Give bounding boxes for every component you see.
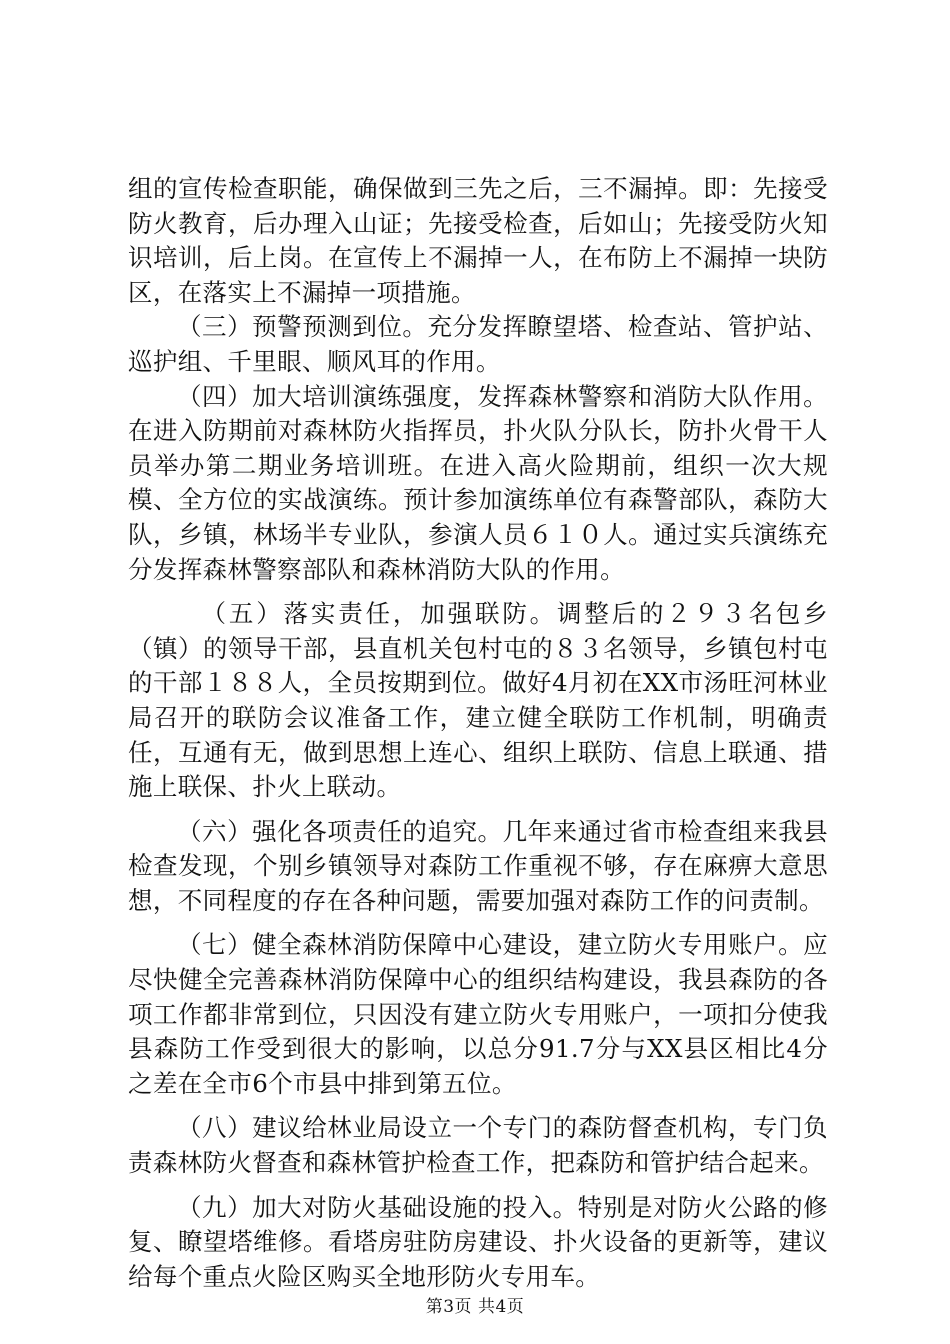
paragraph-section-4: （四）加大培训演练强度，发挥森林警察和消防大队作用。在进入防期前对森林防火指挥员，扑火队分队长，防扑火骨干人员举办第二期业务培训班。在进入高火险期前，组织一次大规模、全方位的实战演练。预计参加演练单位有森警部队，森防大队，乡镇，林场半专业队，参演人员６１０人。通过实兵演练充分发挥森林警察部队和森林消防大队的作用。: [128, 381, 828, 584]
paragraph-section-9: （九）加大对防火基础设施的投入。特别是对防火公路的修复、瞭望塔维修。看塔房驻防房建设、扑火设备的更新等，建议给每个重点火险区购买全地形防火专用车。: [128, 1192, 828, 1291]
page-footer: 第3页 共4页: [425, 1297, 525, 1317]
paragraph-section-3: （三）预警预测到位。充分发挥瞭望塔、检查站、管护站、巡护组、千里眼、顺风耳的作用。: [128, 312, 828, 376]
paragraph-continuation: 组的宣传检查职能，确保做到三先之后，三不漏掉。即：先接受防火教育，后办理入山证；先接受检查，后如山；先接受防火知识培训，后上岗。在宣传上不漏掉一人，在布防上不漏掉一块防区，在落实上不漏掉一项措施。: [128, 174, 828, 307]
paragraph-section-5: （五）落实责任，加强联防。调整后的２９３名包乡（镇）的领导干部，县直机关包村屯的８３名领导，乡镇包村屯的干部１８８人，全员按期到位。做好4月初在XX市汤旺河林业局召开的联防会议准备工作，建立健全联防工作机制，明确责任，互通有无，做到思想上连心、组织上联防、信息上联通、措施上联保、扑火上联动。: [128, 599, 828, 802]
document-body: [128, 172, 828, 1294]
paragraph-section-7: （七）健全森林消防保障中心建设，建立防火专用账户。应尽快健全完善森林消防保障中心的组织结构建设，我县森防的各项工作都非常到位，只因没有建立防火专用账户，一项扣分使我县森防工作受到很大的影响，以总分91.7分与XX县区相比4分之差在全市6个市县中排到第五位。: [128, 930, 828, 1098]
paragraph-section-6: （六）强化各项责任的追究。几年来通过省市检查组来我县检查发现，个别乡镇领导对森防工作重视不够，存在麻痹大意思想，不同程度的存在各种问题，需要加强对森防工作的问责制。: [128, 816, 828, 915]
paragraph-section-8: （八）建议给林业局设立一个专门的森防督查机构，专门负责森林防火督查和森林管护检查工作，把森防和管护结合起来。: [128, 1113, 828, 1178]
